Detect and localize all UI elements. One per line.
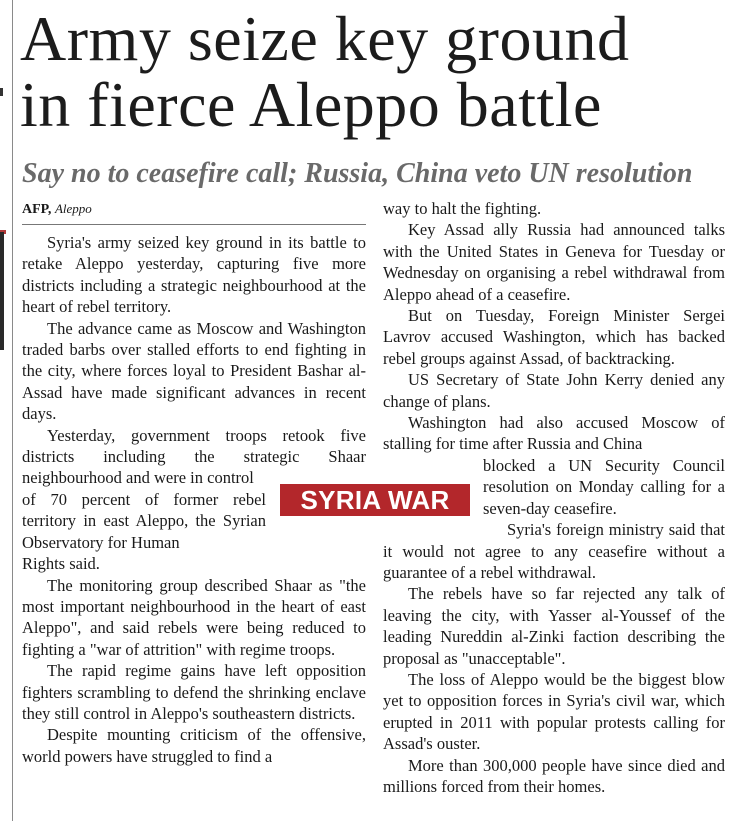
- paragraph: Syria's army seized key ground in its battle to retake Aleppo yesterday, capturing five more districts including a strategic neighbourhood at the heart of rebel territory.: [22, 233, 366, 317]
- byline-agency: AFP,: [22, 202, 52, 217]
- edge-image-sliver: [0, 232, 4, 350]
- byline: [22, 201, 92, 218]
- headline: [20, 3, 728, 140]
- paragraph: Rights said.: [22, 554, 100, 574]
- paragraph: More than 300,000 people have since died and millions forced from their homes.: [383, 755, 725, 796]
- paragraph: The loss of Aleppo would be the biggest blow yet to opposition forces in Syria's civil war, which erupted in 2011 with popular protests calling for Assad's ouster.: [383, 669, 725, 754]
- paragraph: The rebels have so far rejected any talk of leaving the city, with Yasser al-Youssef of the leading Nureddin al-Zinki faction describing the proposal as "unacceptable".: [383, 584, 725, 668]
- page-edge-rule: [12, 0, 13, 821]
- paragraph: The advance came as Moscow and Washington traded barbs over stalled efforts to end fighting in the city, where forces loyal to President Bashar al-Assad have made significant advances in recent days.: [22, 318, 366, 424]
- edge-mark: [0, 88, 3, 96]
- paragraph: But on Tuesday, Foreign Minister Sergei Lavrov accused Washington, which has backed rebel groups against Assad, of backtracking.: [383, 306, 725, 368]
- section-tag-syria-war: SYRIA WAR: [280, 484, 470, 516]
- subheadline: Say no to ceasefire call; Russia, China veto UN resolution: [22, 158, 693, 189]
- headline-line-2: in fierce Aleppo battle: [20, 69, 602, 140]
- paragraph: Syria's foreign ministry said that it would not agree to any ceasefire without a guarantee of a rebel withdrawal.: [383, 520, 725, 582]
- paragraph: Yesterday, government troops retook five districts including the strategic Shaar neighbourhood and were in control: [22, 425, 366, 488]
- paragraph: Despite mounting criticism of the offensive, world powers have struggled to find a: [22, 725, 366, 766]
- wrapped-block: [383, 455, 725, 583]
- paragraph: The monitoring group described Shaar as "the most important neighbourhood in the heart of east Aleppo", and said rebels were being reduced to fighting a "war of attrition" with regime troops.: [22, 575, 366, 659]
- paragraph: US Secretary of State John Kerry denied any change of plans.: [383, 370, 725, 411]
- paragraph: way to halt the fighting.: [383, 199, 542, 218]
- byline-rule: [22, 224, 366, 225]
- paragraph-wrapped: of 70 percent of former rebel territory in east Aleppo, the Syrian Observatory for Human: [22, 489, 266, 552]
- paragraph-wrapped: blocked a UN Security Council resolution on Monday calling for a seven-day ceasefire.: [483, 455, 725, 518]
- paragraph: Washington had also accused Moscow of stalling for time after Russia and China: [383, 413, 725, 454]
- paragraph: The rapid regime gains have left opposition fighters scrambling to defend the shrinking enclave they still control in Aleppo's southeastern districts.: [22, 661, 366, 723]
- byline-place: Aleppo: [54, 201, 92, 216]
- paragraph: Key Assad ally Russia had announced talks with the United States in Geneva for Tuesday or Wednesday on organising a rebel withdrawal from Aleppo ahead of a ceasefire.: [383, 220, 725, 304]
- headline-line-1: Army seize key ground: [20, 3, 630, 74]
